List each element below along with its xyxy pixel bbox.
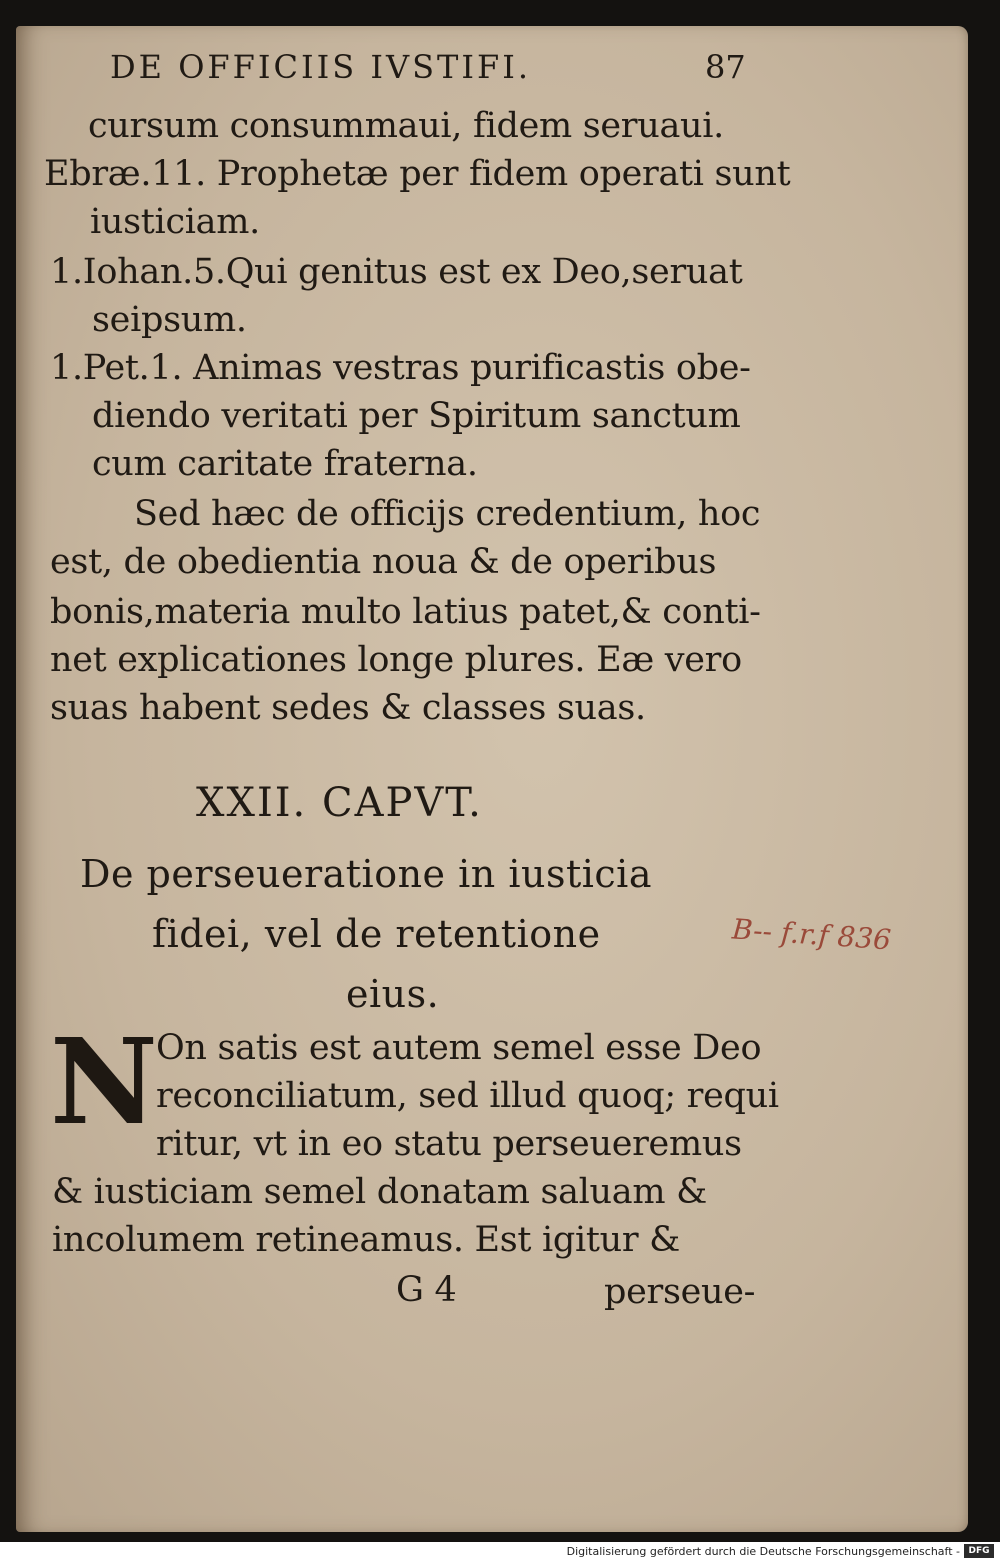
decorated-initial-letter: N bbox=[50, 1012, 158, 1151]
paragraph-line: reconciliatum, sed illud quoq; requi bbox=[156, 1076, 779, 1116]
body-line: seipsum. bbox=[92, 300, 247, 340]
body-line: cum caritate fraterna. bbox=[92, 444, 478, 484]
body-line: iusticiam. bbox=[90, 202, 260, 242]
footer-credit: Digitalisierung gefördert durch die Deutsche Forschungsgemeinschaft - bbox=[566, 1545, 960, 1558]
body-line: est, de obedientia noua & de operibus bbox=[50, 542, 717, 582]
body-line: Sed hæc de officijs credentium, hoc bbox=[134, 494, 761, 534]
chapter-subtitle-line: fidei, vel de retentione bbox=[152, 912, 601, 956]
chapter-subtitle-line: eius. bbox=[346, 972, 440, 1016]
body-line: cursum consummaui, fidem seruaui. bbox=[88, 106, 724, 146]
body-line: Ebræ.11. Prophetæ per fidem operati sunt bbox=[44, 154, 791, 194]
chapter-subtitle-line: De perseueratione in iusticia bbox=[80, 852, 652, 896]
dfg-logo: DFG bbox=[964, 1544, 994, 1558]
running-title: DE OFFICIIS IVSTIFI. bbox=[110, 48, 531, 86]
body-line: bonis,materia multo latius patet,& conti- bbox=[50, 592, 761, 632]
body-line: 1.Iohan.5.Qui genitus est ex Deo,seruat bbox=[50, 252, 743, 292]
body-line: 1.Pet.1. Animas vestras purificastis obe- bbox=[50, 348, 751, 388]
body-line: diendo veritati per Spiritum sanctum bbox=[92, 396, 741, 436]
body-line: net explicationes longe plures. Eæ vero bbox=[50, 640, 742, 680]
paragraph-line: incolumem retineamus. Est igitur & bbox=[52, 1220, 681, 1260]
paragraph-line: On satis est autem semel esse Deo bbox=[156, 1028, 762, 1068]
paragraph-line: & iusticiam semel donatam saluam & bbox=[52, 1172, 707, 1212]
body-line: suas habent sedes & classes suas. bbox=[50, 688, 646, 728]
catchword: perseue- bbox=[604, 1272, 756, 1312]
signature-mark: G 4 bbox=[396, 1270, 457, 1310]
paragraph-line: ritur, vt in eo statu perseueremus bbox=[156, 1124, 742, 1164]
page-number: 87 bbox=[705, 48, 746, 86]
running-header bbox=[110, 48, 760, 88]
handwritten-margin-note: B-- f.r.f 836 bbox=[731, 912, 893, 957]
chapter-heading: XXII. CAPVT. bbox=[196, 780, 483, 826]
